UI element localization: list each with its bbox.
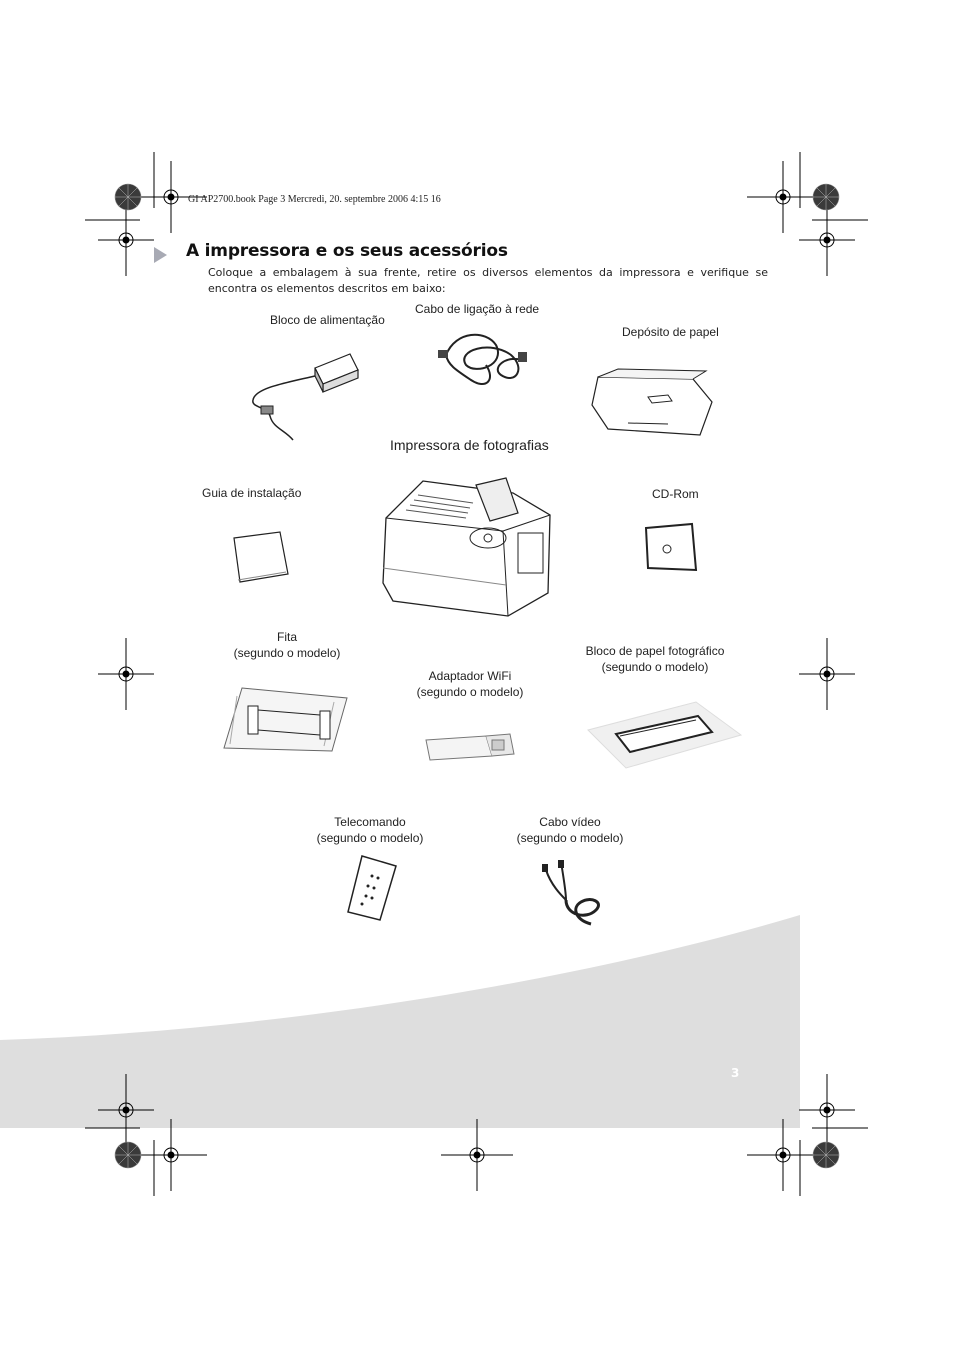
label-video-cable xyxy=(510,814,630,846)
label-video-cable-note: (segundo o modelo) xyxy=(516,831,624,845)
label-power-block: Bloco de alimentação xyxy=(270,313,385,327)
file-info-header: GI AP2700.book Page 3 Mercredi, 20. septembre 2006 4:15 16 xyxy=(188,194,441,205)
label-photo-paper-name: Bloco de papel fotográfico xyxy=(585,644,725,658)
label-photo-printer: Impressora de fotografias xyxy=(390,437,549,453)
label-ribbon-name: Fita xyxy=(276,630,297,644)
section-intro: Coloque a embalagem à sua frente, retire os diversos elementos da impressora e verifique se encontra os elementos descritos em baixo: xyxy=(208,266,768,295)
label-wifi-adapter xyxy=(410,668,530,700)
label-network-cable: Cabo de ligação à rede xyxy=(415,302,540,316)
photo-paper-illustration xyxy=(586,700,746,770)
label-photo-paper xyxy=(580,643,730,675)
label-photo-paper-note: (segundo o modelo) xyxy=(601,660,709,674)
cd-rom-illustration xyxy=(642,522,702,574)
label-wifi-name: Adaptador WiFi xyxy=(428,669,512,683)
label-ribbon-note: (segundo o modelo) xyxy=(233,646,341,660)
label-ribbon xyxy=(227,629,347,661)
wifi-adapter-illustration xyxy=(420,728,520,768)
label-remote-name: Telecomando xyxy=(334,815,406,829)
label-remote xyxy=(310,814,430,846)
label-wifi-note: (segundo o modelo) xyxy=(416,685,524,699)
label-remote-note: (segundo o modelo) xyxy=(316,831,424,845)
ribbon-illustration xyxy=(222,686,352,756)
video-cable-illustration xyxy=(536,860,606,930)
label-paper-tray: Depósito de papel xyxy=(622,325,719,339)
printer-illustration xyxy=(378,473,558,623)
power-block-illustration xyxy=(245,348,375,448)
paper-tray-illustration xyxy=(588,357,718,442)
label-video-cable-name: Cabo vídeo xyxy=(539,815,601,829)
install-guide-illustration xyxy=(232,530,292,585)
label-cd-rom: CD-Rom xyxy=(652,487,699,501)
section-arrow-icon xyxy=(154,247,167,263)
label-install-guide: Guia de instalação xyxy=(202,486,302,500)
remote-illustration xyxy=(344,854,404,924)
page-number: 3 xyxy=(731,1066,740,1080)
network-cable-illustration xyxy=(436,320,536,395)
section-title: A impressora e os seus acessórios xyxy=(186,241,508,261)
